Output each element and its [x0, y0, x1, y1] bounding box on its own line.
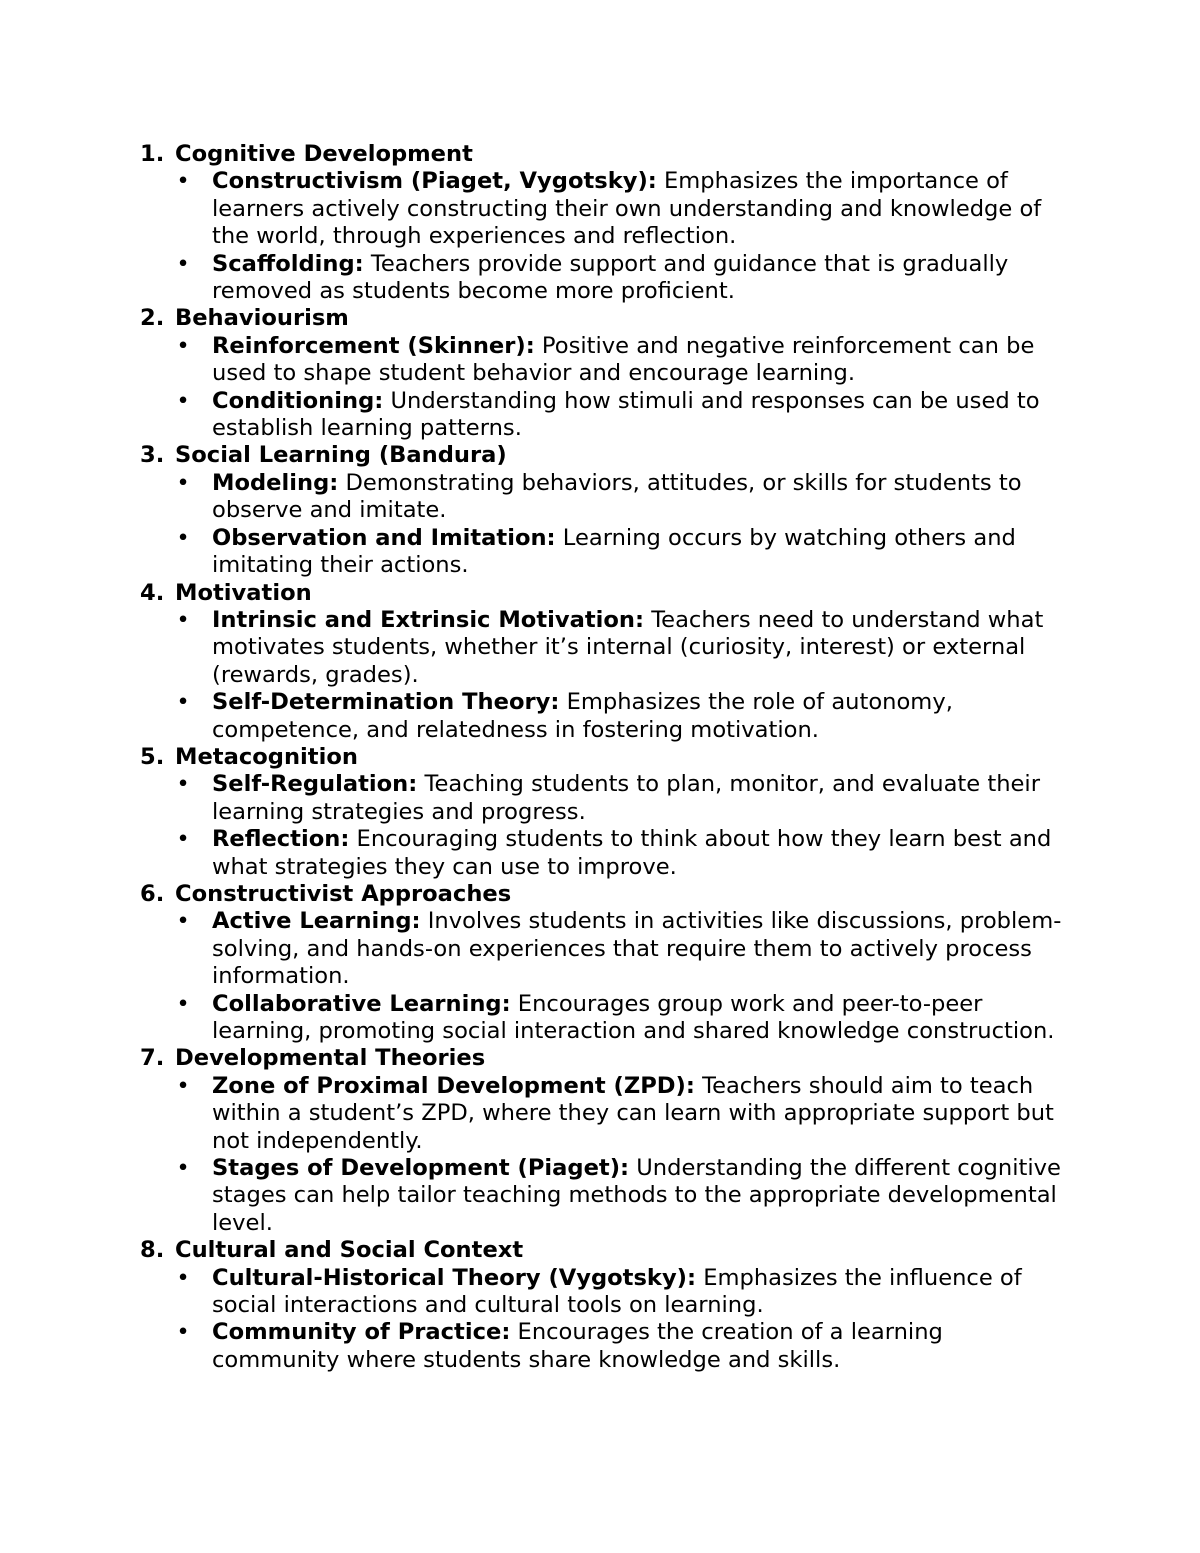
item-text: Teachers provide support and guidance that is gradually removed as students become more proficient.: [212, 250, 1009, 305]
bullet-icon: •: [176, 469, 190, 496]
item-term: Observation and Imitation:: [212, 524, 556, 551]
item-text: Learning occurs by watching others and imitating their actions.: [212, 524, 1016, 579]
bullet-icon: •: [176, 606, 190, 633]
section-number: 3.: [140, 442, 165, 469]
bullet-icon: •: [176, 1264, 190, 1291]
bullet-icon: •: [176, 1319, 190, 1346]
section-number: 7.: [140, 1045, 165, 1072]
section-motivation: [140, 580, 1070, 744]
list-item: [140, 388, 1070, 443]
item-text: Positive and negative reinforcement can be used to shape student behavior and encourage learning.: [212, 332, 1035, 387]
bullet-icon: •: [176, 826, 190, 853]
section-title: Metacognition: [175, 743, 358, 770]
item-term: Reinforcement (Skinner):: [212, 332, 535, 359]
bullet-icon: •: [176, 1072, 190, 1099]
section-heading: [140, 305, 1070, 332]
list-item: [140, 333, 1070, 388]
item-text: Emphasizes the importance of learners actively constructing their own understanding and knowledge of the world, through experiences and reflection.: [212, 168, 1042, 250]
item-term: Self-Determination Theory:: [212, 689, 560, 716]
bullet-icon: •: [176, 524, 190, 551]
section-cultural-social-context: [140, 1237, 1070, 1374]
item-text: Emphasizes the role of autonomy, competence, and relatedness in fostering motivation.: [212, 689, 953, 743]
bullet-icon: •: [176, 908, 190, 935]
list-item: [140, 991, 1070, 1046]
bullet-icon: •: [176, 1155, 190, 1182]
section-number: 2.: [140, 305, 165, 332]
section-title: Cultural and Social Context: [175, 1237, 524, 1264]
item-text: Involves students in activities like discussions, problem-solving, and hands-on experiences that require them to actively process information.: [212, 908, 1062, 990]
list-item: [140, 908, 1070, 990]
section-heading: [140, 881, 1070, 908]
item-term: Stages of Development (Piaget):: [212, 1155, 630, 1182]
section-number: 8.: [140, 1237, 165, 1264]
section-heading: [140, 1045, 1070, 1072]
list-item: [140, 168, 1070, 250]
list-item: [140, 470, 1070, 525]
item-term: Community of Practice:: [212, 1319, 511, 1346]
list-item: [140, 1319, 1070, 1374]
section-title: Social Learning (Bandura): [175, 442, 507, 469]
item-term: Active Learning:: [212, 908, 421, 935]
section-social-learning: [140, 442, 1070, 579]
section-metacognition: [140, 744, 1070, 881]
bullet-icon: •: [176, 332, 190, 359]
item-text: Emphasizes the influence of social interactions and cultural tools on learning.: [212, 1264, 1022, 1319]
list-item: [140, 826, 1070, 881]
list-item: [140, 771, 1070, 826]
list-item: [140, 689, 1070, 744]
section-title: Motivation: [175, 579, 312, 606]
list-item: [140, 251, 1070, 306]
list-item: [140, 1265, 1070, 1320]
list-item: [140, 1073, 1070, 1155]
item-term: Zone of Proximal Development (ZPD):: [212, 1072, 695, 1099]
section-constructivist-approaches: [140, 881, 1070, 1045]
bullet-icon: •: [176, 168, 190, 195]
section-title: Constructivist Approaches: [175, 880, 512, 907]
section-title: Cognitive Development: [175, 141, 473, 167]
item-term: Constructivism (Piaget, Vygotsky):: [212, 168, 657, 195]
item-text: Demonstrating behaviors, attitudes, or skills for students to observe and imitate.: [212, 469, 1022, 524]
item-term: Modeling:: [212, 469, 339, 496]
document-body: [140, 141, 1070, 1374]
section-heading: [140, 580, 1070, 607]
section-title: Developmental Theories: [175, 1045, 486, 1072]
section-number: 4.: [140, 579, 165, 606]
item-text: Teachers should aim to teach within a student’s ZPD, where they can learn with appropriate support but not independently.: [212, 1072, 1054, 1154]
item-term: Reflection:: [212, 826, 350, 853]
item-text: Teachers need to understand what motivates students, whether it’s internal (curiosity, interest) or external (rewards, grades).: [212, 606, 1044, 688]
item-term: Cultural-Historical Theory (Vygotsky):: [212, 1264, 697, 1291]
section-number: 6.: [140, 880, 165, 907]
item-term: Intrinsic and Extrinsic Motivation:: [212, 606, 645, 633]
item-text: Encourages group work and peer-to-peer learning, promoting social interaction and shared knowledge construction.: [212, 990, 1055, 1044]
bullet-icon: •: [176, 387, 190, 414]
bullet-icon: •: [176, 990, 190, 1017]
list-item: [140, 525, 1070, 580]
item-term: Self-Regulation:: [212, 771, 418, 798]
section-number: 5.: [140, 743, 165, 770]
section-developmental-theories: [140, 1045, 1070, 1237]
section-heading: [140, 141, 1070, 168]
section-cognitive-development: [140, 141, 1070, 305]
item-text: Encourages the creation of a learning community where students share knowledge and skills.: [212, 1319, 943, 1373]
item-text: Understanding how stimuli and responses can be used to establish learning patterns.: [212, 387, 1040, 442]
section-behaviourism: [140, 305, 1070, 442]
item-text: Encouraging students to think about how they learn best and what strategies they can use to improve.: [212, 826, 1052, 880]
item-term: Conditioning:: [212, 387, 384, 414]
bullet-icon: •: [176, 250, 190, 277]
section-heading: [140, 744, 1070, 771]
list-item: [140, 1155, 1070, 1237]
item-text: Teaching students to plan, monitor, and evaluate their learning strategies and progress.: [212, 771, 1040, 825]
item-term: Scaffolding:: [212, 250, 364, 277]
item-term: Collaborative Learning:: [212, 990, 511, 1017]
item-text: Understanding the different cognitive stages can help tailor teaching methods to the appropriate developmental level.: [212, 1155, 1061, 1236]
bullet-icon: •: [176, 689, 190, 716]
section-heading: [140, 1237, 1070, 1264]
bullet-icon: •: [176, 771, 190, 798]
section-heading: [140, 442, 1070, 469]
section-number: 1.: [140, 141, 165, 167]
section-title: Behaviourism: [175, 305, 349, 332]
list-item: [140, 607, 1070, 689]
